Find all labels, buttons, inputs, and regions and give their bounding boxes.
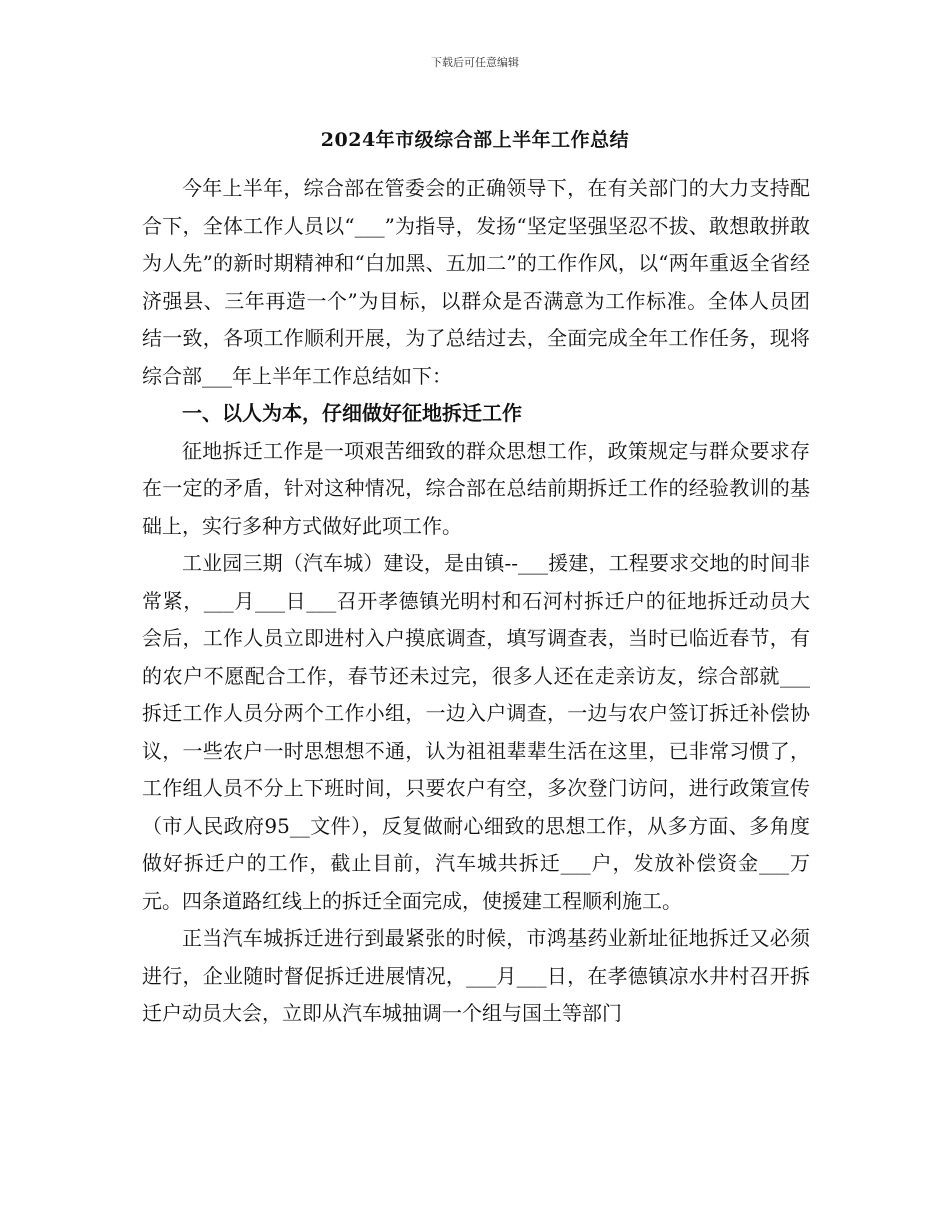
document-title: 2024年市级综合部上半年工作总结 [320, 129, 630, 151]
document-body [142, 170, 810, 1033]
body-paragraph: 正当汽车城拆迁进行到最紧张的时候，市鸿基药业新址征地拆迁又必须进行，企业随时督促拆迁进展情况，___月___日，在孝德镇凉水井村召开拆迁户动员大会，立即从汽车城抽调一个组与国土等部门 [142, 926, 810, 1025]
body-paragraph: 征地拆迁工作是一项艰苦细致的群众思想工作，政策规定与群众要求存在一定的矛盾，针对这种情况，综合部在总结前期拆迁工作的经验教训的基础上，实行多种方式做好此项工作。 [142, 438, 810, 538]
section-heading-1: 一、以人为本，仔细做好征地拆迁工作 [182, 401, 522, 425]
body-paragraph: 工业园三期（汽车城）建设，是由镇--___援建，工程要求交地的时间非常紧，___月___日___召开孝德镇光明村和石河村拆迁户的征地拆迁动员大会后，工作人员立即进村入户摸底调查，填写调查表，当时已临近春节，有的农户不愿配合工作，春节还未过完，很多人还在走亲访友，综合部就___拆迁工作人员分两个工作小组，一边入户调查，一边与农户签订拆迁补偿协议，一些农户一时思想想不通，认为祖祖辈辈生活在这里，已非常习惯了，工作组人员不分上下班时间，只要农户有空，多次登门访问，进行政策宣传（市人民政府95__文件），反复做耐心细致的思想工作，从多方面、多角度做好拆迁户的工作，截止目前，汽车城共拆迁___户，发放补偿资金___万元。四条道路红线上的拆迁全面完成，使援建工程顺利施工。 [142, 551, 810, 913]
intro-paragraph: 今年上半年，综合部在管委会的正确领导下，在有关部门的大力支持配合下，全体工作人员以“___”为指导，发扬“坚定坚强坚忍不拔、敢想敢拼敢为人先”的新时期精神和“白加黑、五加二”的工作作风，以“两年重返全省经济强县、三年再造一个”为目标，以群众是否满意为工作标准。全体人员团结一致，各项工作顺利开展，为了总结过去，全面完成全年工作任务，现将综合部___年上半年工作总结如下： [142, 176, 810, 388]
page-header-note: 下载后可任意编辑 [431, 56, 519, 69]
